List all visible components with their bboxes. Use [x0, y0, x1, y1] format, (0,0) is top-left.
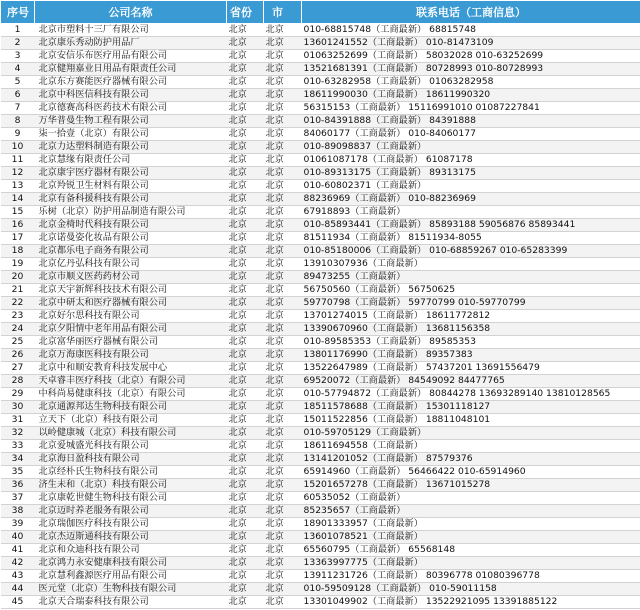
- column-header-company: 公司名称: [35, 1, 227, 24]
- city-cell: 北京: [264, 102, 302, 115]
- province-cell: 北京: [227, 167, 264, 180]
- row-number: 5: [1, 76, 35, 89]
- province-cell: 北京: [227, 50, 264, 63]
- phone-cell: 010-85893441（工商最新） 85893188 59056876 85893441: [302, 219, 640, 232]
- city-cell: 北京: [264, 128, 302, 141]
- phone-cell: 81511934（工商最新） 81511934-8055: [302, 232, 640, 245]
- city-cell: 北京: [264, 141, 302, 154]
- row-number: 8: [1, 115, 35, 128]
- table-row: [1, 284, 640, 297]
- table-row: [1, 570, 640, 583]
- row-number: 41: [1, 544, 35, 557]
- row-number: 18: [1, 245, 35, 258]
- row-number: 35: [1, 466, 35, 479]
- table-row: [1, 128, 640, 141]
- row-number: 17: [1, 232, 35, 245]
- phone-cell: 18611694558（工商最新）: [302, 440, 640, 453]
- column-header-city: 市: [264, 1, 302, 24]
- province-cell: 北京: [227, 349, 264, 362]
- phone-cell: 84060177（工商最新） 010-84060177: [302, 128, 640, 141]
- row-number: 9: [1, 128, 35, 141]
- row-number: 16: [1, 219, 35, 232]
- city-cell: 北京: [264, 518, 302, 531]
- row-number: 26: [1, 349, 35, 362]
- table-row: [1, 375, 640, 388]
- table-row: [1, 362, 640, 375]
- phone-cell: 01063252699（工商最新） 58032028 010-63252699: [302, 50, 640, 63]
- row-number: 43: [1, 570, 35, 583]
- table-row: [1, 310, 640, 323]
- company-name: 北京慧缘有限责任公司: [35, 154, 227, 167]
- province-cell: 北京: [227, 24, 264, 37]
- row-number: 22: [1, 297, 35, 310]
- province-cell: 北京: [227, 284, 264, 297]
- company-name: 北京海日盈科技有限公司: [35, 453, 227, 466]
- table-row: [1, 24, 640, 37]
- city-cell: 北京: [264, 50, 302, 63]
- table-row: [1, 583, 640, 596]
- city-cell: 北京: [264, 115, 302, 128]
- phone-cell: 13801176990（工商最新） 89357383: [302, 349, 640, 362]
- city-cell: 北京: [264, 427, 302, 440]
- table-row: [1, 388, 640, 401]
- table-row: [1, 232, 640, 245]
- phone-cell: 13910307936（工商最新）: [302, 258, 640, 271]
- company-name: 天卓睿丰医疗科技（北京）有限公司: [35, 375, 227, 388]
- table-row: [1, 479, 640, 492]
- table-row: [1, 557, 640, 570]
- company-name: 济生未和（北京）科技有限公司: [35, 479, 227, 492]
- province-cell: 北京: [227, 154, 264, 167]
- table-row: [1, 596, 640, 609]
- row-number: 14: [1, 193, 35, 206]
- city-cell: 北京: [264, 596, 302, 609]
- province-cell: 北京: [227, 245, 264, 258]
- company-name: 北京慧利鑫源医疗用品有限公司: [35, 570, 227, 583]
- table-row: [1, 414, 640, 427]
- province-cell: 北京: [227, 271, 264, 284]
- province-cell: 北京: [227, 76, 264, 89]
- table-row: [1, 453, 640, 466]
- city-cell: 北京: [264, 531, 302, 544]
- company-name: 北京亿丹弘科技有限公司: [35, 258, 227, 271]
- row-number: 32: [1, 427, 35, 440]
- phone-cell: 13521681391（工商最新） 80728993 010-80728993: [302, 63, 640, 76]
- phone-cell: 65560795（工商最新） 65568148: [302, 544, 640, 557]
- row-number: 27: [1, 362, 35, 375]
- province-cell: 北京: [227, 37, 264, 50]
- province-cell: 北京: [227, 141, 264, 154]
- city-cell: 北京: [264, 570, 302, 583]
- province-cell: 北京: [227, 63, 264, 76]
- province-cell: 北京: [227, 544, 264, 557]
- table-row: [1, 141, 640, 154]
- phone-cell: 13701274015（工商最新） 18611772812: [302, 310, 640, 323]
- row-number: 12: [1, 167, 35, 180]
- row-number: 23: [1, 310, 35, 323]
- company-name: 北京康宇医疗器材有限公司: [35, 167, 227, 180]
- province-cell: 北京: [227, 362, 264, 375]
- province-cell: 北京: [227, 219, 264, 232]
- phone-cell: 010-89098837（工商最新）: [302, 141, 640, 154]
- row-number: 24: [1, 323, 35, 336]
- table-row: [1, 102, 640, 115]
- company-name: 北京市顺义医药药材公司: [35, 271, 227, 284]
- city-cell: 北京: [264, 479, 302, 492]
- phone-cell: 85235657（工商最新）: [302, 505, 640, 518]
- company-name: 北京富华丽医疗器械有限公司: [35, 336, 227, 349]
- city-cell: 北京: [264, 466, 302, 479]
- company-name: 北京有备科援科技有限公司: [35, 193, 227, 206]
- company-name: 北京中研太和医疗器械有限公司: [35, 297, 227, 310]
- city-cell: 北京: [264, 440, 302, 453]
- column-header-province: 省份: [227, 1, 264, 24]
- phone-cell: 13601241552（工商最新） 010-81473109: [302, 37, 640, 50]
- city-cell: 北京: [264, 336, 302, 349]
- company-name: 北京瑞伽医疗科技有限公司: [35, 518, 227, 531]
- city-cell: 北京: [264, 492, 302, 505]
- city-cell: 北京: [264, 310, 302, 323]
- city-cell: 北京: [264, 284, 302, 297]
- table-row: [1, 37, 640, 50]
- table-row: [1, 297, 640, 310]
- table-header-row: [1, 1, 640, 24]
- table-row: [1, 115, 640, 128]
- province-cell: 北京: [227, 193, 264, 206]
- phone-cell: 88236969（工商最新） 010-88236969: [302, 193, 640, 206]
- table-row: [1, 167, 640, 180]
- row-number: 10: [1, 141, 35, 154]
- province-cell: 北京: [227, 323, 264, 336]
- company-name: 北京羚锐卫生材料有限公司: [35, 180, 227, 193]
- table-row: [1, 440, 640, 453]
- row-number: 29: [1, 388, 35, 401]
- row-number: 45: [1, 596, 35, 609]
- table-row: [1, 271, 640, 284]
- table-row: [1, 401, 640, 414]
- company-name: 北京好尔思科技有限公司: [35, 310, 227, 323]
- city-cell: 北京: [264, 89, 302, 102]
- phone-cell: 13301049902（工商最新） 13522921095 13391885122: [302, 596, 640, 609]
- phone-cell: 69520072（工商最新） 84549092 84477765: [302, 375, 640, 388]
- city-cell: 北京: [264, 193, 302, 206]
- city-cell: 北京: [264, 154, 302, 167]
- phone-cell: 010-84391888（工商最新） 84391888: [302, 115, 640, 128]
- phone-cell: 56315153（工商最新） 15116991010 01087227841: [302, 102, 640, 115]
- company-name: 北京夕阳情中老年用品有限公司: [35, 323, 227, 336]
- row-number: 6: [1, 89, 35, 102]
- city-cell: 北京: [264, 180, 302, 193]
- table-row: [1, 50, 640, 63]
- table-body: [1, 24, 640, 609]
- table-row: [1, 323, 640, 336]
- phone-cell: 15201657278（工商最新） 13671015278: [302, 479, 640, 492]
- table-row: [1, 492, 640, 505]
- phone-cell: 010-89313175（工商最新） 89313175: [302, 167, 640, 180]
- province-cell: 北京: [227, 258, 264, 271]
- table-row: [1, 89, 640, 102]
- company-name: 万华普曼生物工程有限公司: [35, 115, 227, 128]
- city-cell: 北京: [264, 544, 302, 557]
- city-cell: 北京: [264, 388, 302, 401]
- row-number: 20: [1, 271, 35, 284]
- row-number: 31: [1, 414, 35, 427]
- row-number: 30: [1, 401, 35, 414]
- province-cell: 北京: [227, 505, 264, 518]
- company-name: 北京东方赛能医疗器械有限公司: [35, 76, 227, 89]
- row-number: 34: [1, 453, 35, 466]
- company-name: 以岭健康城（北京）科技有限公司: [35, 427, 227, 440]
- table-row: [1, 531, 640, 544]
- phone-cell: 010-57794872（工商最新） 80844278 13693289140 13810128565: [302, 388, 640, 401]
- company-name: 北京中和顺安教育科技发展中心: [35, 362, 227, 375]
- table-row: [1, 505, 640, 518]
- company-name: 北京爱城盛光科技有限公司: [35, 440, 227, 453]
- phone-cell: 18611990030（工商最新） 18611990320: [302, 89, 640, 102]
- province-cell: 北京: [227, 583, 264, 596]
- company-name: 北京经朴氏生物科技有限公司: [35, 466, 227, 479]
- company-name: 乐树（北京）防护用品制造有限公司: [35, 206, 227, 219]
- city-cell: 北京: [264, 245, 302, 258]
- city-cell: 北京: [264, 323, 302, 336]
- column-header-phone: 联系电话（工商信息）: [302, 1, 640, 24]
- phone-cell: 15011522856（工商最新） 18811048101: [302, 414, 640, 427]
- phone-cell: 010-59705129（工商最新）: [302, 427, 640, 440]
- province-cell: 北京: [227, 297, 264, 310]
- table-row: [1, 466, 640, 479]
- phone-cell: 13390670960（工商最新） 13681156358: [302, 323, 640, 336]
- province-cell: 北京: [227, 206, 264, 219]
- city-cell: 北京: [264, 232, 302, 245]
- phone-cell: 010-68815748（工商最新） 68815748: [302, 24, 640, 37]
- row-number: 28: [1, 375, 35, 388]
- phone-cell: 67918893（工商最新）: [302, 206, 640, 219]
- phone-cell: 18901333957（工商最新）: [302, 518, 640, 531]
- city-cell: 北京: [264, 557, 302, 570]
- city-cell: 北京: [264, 401, 302, 414]
- company-name: 北京天合瑞泰科技有限公司: [35, 596, 227, 609]
- city-cell: 北京: [264, 37, 302, 50]
- company-name: 北京都乐电子商务有限公司: [35, 245, 227, 258]
- company-name: 柒一拾壹（北京）有限公司: [35, 128, 227, 141]
- phone-cell: 89473255（工商最新）: [302, 271, 640, 284]
- company-name: 北京杰迈斯通科技有限公司: [35, 531, 227, 544]
- row-number: 4: [1, 63, 35, 76]
- province-cell: 北京: [227, 310, 264, 323]
- phone-cell: 01061087178（工商最新） 61087178: [302, 154, 640, 167]
- phone-cell: 010-60802371（工商最新）: [302, 180, 640, 193]
- city-cell: 北京: [264, 206, 302, 219]
- company-name: 北京迈时养老服务有限公司: [35, 505, 227, 518]
- row-number: 39: [1, 518, 35, 531]
- city-cell: 北京: [264, 505, 302, 518]
- province-cell: 北京: [227, 479, 264, 492]
- city-cell: 北京: [264, 167, 302, 180]
- company-name: 北京金椅时代科技有限公司: [35, 219, 227, 232]
- row-number: 3: [1, 50, 35, 63]
- company-name: 北京康乾世健生物科技有限公司: [35, 492, 227, 505]
- table-row: [1, 336, 640, 349]
- province-cell: 北京: [227, 128, 264, 141]
- phone-cell: 18511578688（工商最新） 15301118127: [302, 401, 640, 414]
- province-cell: 北京: [227, 401, 264, 414]
- province-cell: 北京: [227, 453, 264, 466]
- phone-cell: 59770798（工商最新） 59770799 010-59770799: [302, 297, 640, 310]
- city-cell: 北京: [264, 349, 302, 362]
- row-number: 15: [1, 206, 35, 219]
- province-cell: 北京: [227, 440, 264, 453]
- row-number: 25: [1, 336, 35, 349]
- city-cell: 北京: [264, 76, 302, 89]
- city-cell: 北京: [264, 219, 302, 232]
- row-number: 13: [1, 180, 35, 193]
- city-cell: 北京: [264, 362, 302, 375]
- row-number: 44: [1, 583, 35, 596]
- city-cell: 北京: [264, 297, 302, 310]
- row-number: 40: [1, 531, 35, 544]
- phone-cell: 13363997775（工商最新）: [302, 557, 640, 570]
- province-cell: 北京: [227, 180, 264, 193]
- city-cell: 北京: [264, 24, 302, 37]
- company-name: 北京和众迪科技有限公司: [35, 544, 227, 557]
- company-name: 立天下（北京）科技有限公司: [35, 414, 227, 427]
- company-name: 北京天宇新辉科技技术有限公司: [35, 284, 227, 297]
- phone-cell: 56750560（工商最新） 56750625: [302, 284, 640, 297]
- company-name: 北京中科医信科技有限公司: [35, 89, 227, 102]
- table-row: [1, 63, 640, 76]
- city-cell: 北京: [264, 271, 302, 284]
- row-number: 33: [1, 440, 35, 453]
- company-name: 医元堂（北京）生物科技有限公司: [35, 583, 227, 596]
- table-row: [1, 518, 640, 531]
- table-row: [1, 180, 640, 193]
- table-row: [1, 349, 640, 362]
- city-cell: 北京: [264, 63, 302, 76]
- company-name: 北京德赛高科医药技术有限公司: [35, 102, 227, 115]
- province-cell: 北京: [227, 492, 264, 505]
- province-cell: 北京: [227, 89, 264, 102]
- province-cell: 北京: [227, 596, 264, 609]
- city-cell: 北京: [264, 375, 302, 388]
- company-name: 北京康乐秀动防护用品厂: [35, 37, 227, 50]
- column-header-no: 序号: [1, 1, 35, 24]
- table-row: [1, 258, 640, 271]
- province-cell: 北京: [227, 557, 264, 570]
- table-row: [1, 206, 640, 219]
- table-row: [1, 154, 640, 167]
- province-cell: 北京: [227, 466, 264, 479]
- province-cell: 北京: [227, 232, 264, 245]
- phone-cell: 65914960（工商最新） 56466422 010-65914960: [302, 466, 640, 479]
- phone-cell: 13911231726（工商最新） 80396778 01080396778: [302, 570, 640, 583]
- table-row: [1, 245, 640, 258]
- city-cell: 北京: [264, 258, 302, 271]
- province-cell: 北京: [227, 570, 264, 583]
- province-cell: 北京: [227, 115, 264, 128]
- row-number: 1: [1, 24, 35, 37]
- phone-cell: 010-59509128（工商最新） 010-59011158: [302, 583, 640, 596]
- company-name: 北京万海康医科技有限公司: [35, 349, 227, 362]
- city-cell: 北京: [264, 414, 302, 427]
- company-name: 北京通源邦达生物科技有限公司: [35, 401, 227, 414]
- city-cell: 北京: [264, 583, 302, 596]
- table-row: [1, 219, 640, 232]
- province-cell: 北京: [227, 414, 264, 427]
- row-number: 19: [1, 258, 35, 271]
- row-number: 21: [1, 284, 35, 297]
- phone-cell: 010-85180006（工商最新） 010-68859267 010-65283399: [302, 245, 640, 258]
- company-name: 中科尚易健康科技（北京）有限公司: [35, 388, 227, 401]
- company-name: 北京健翔嘉业日用品有限责任公司: [35, 63, 227, 76]
- row-number: 2: [1, 37, 35, 50]
- table-row: [1, 193, 640, 206]
- province-cell: 北京: [227, 336, 264, 349]
- table-row: [1, 76, 640, 89]
- company-name: 北京鸿力永安健康科技有限公司: [35, 557, 227, 570]
- table-row: [1, 427, 640, 440]
- province-cell: 北京: [227, 531, 264, 544]
- table-row: [1, 544, 640, 557]
- company-name: 北京安信乐布医疗用品有限公司: [35, 50, 227, 63]
- province-cell: 北京: [227, 375, 264, 388]
- row-number: 37: [1, 492, 35, 505]
- company-name: 北京市塑料十三厂有限公司: [35, 24, 227, 37]
- phone-cell: 010-89585353（工商最新） 89585353: [302, 336, 640, 349]
- phone-cell: 010-63282958（工商最新） 01063282958: [302, 76, 640, 89]
- city-cell: 北京: [264, 453, 302, 466]
- row-number: 42: [1, 557, 35, 570]
- province-cell: 北京: [227, 102, 264, 115]
- province-cell: 北京: [227, 427, 264, 440]
- row-number: 11: [1, 154, 35, 167]
- phone-cell: 13141201052（工商最新） 87579376: [302, 453, 640, 466]
- province-cell: 北京: [227, 518, 264, 531]
- row-number: 36: [1, 479, 35, 492]
- row-number: 7: [1, 102, 35, 115]
- phone-cell: 13601078521（工商最新）: [302, 531, 640, 544]
- phone-cell: 60535052（工商最新）: [302, 492, 640, 505]
- company-name: 北京力达塑料制造有限公司: [35, 141, 227, 154]
- phone-cell: 13522647989（工商最新） 57437201 13691556479: [302, 362, 640, 375]
- row-number: 38: [1, 505, 35, 518]
- company-name: 北京诺曼姿化妆品有限公司: [35, 232, 227, 245]
- province-cell: 北京: [227, 388, 264, 401]
